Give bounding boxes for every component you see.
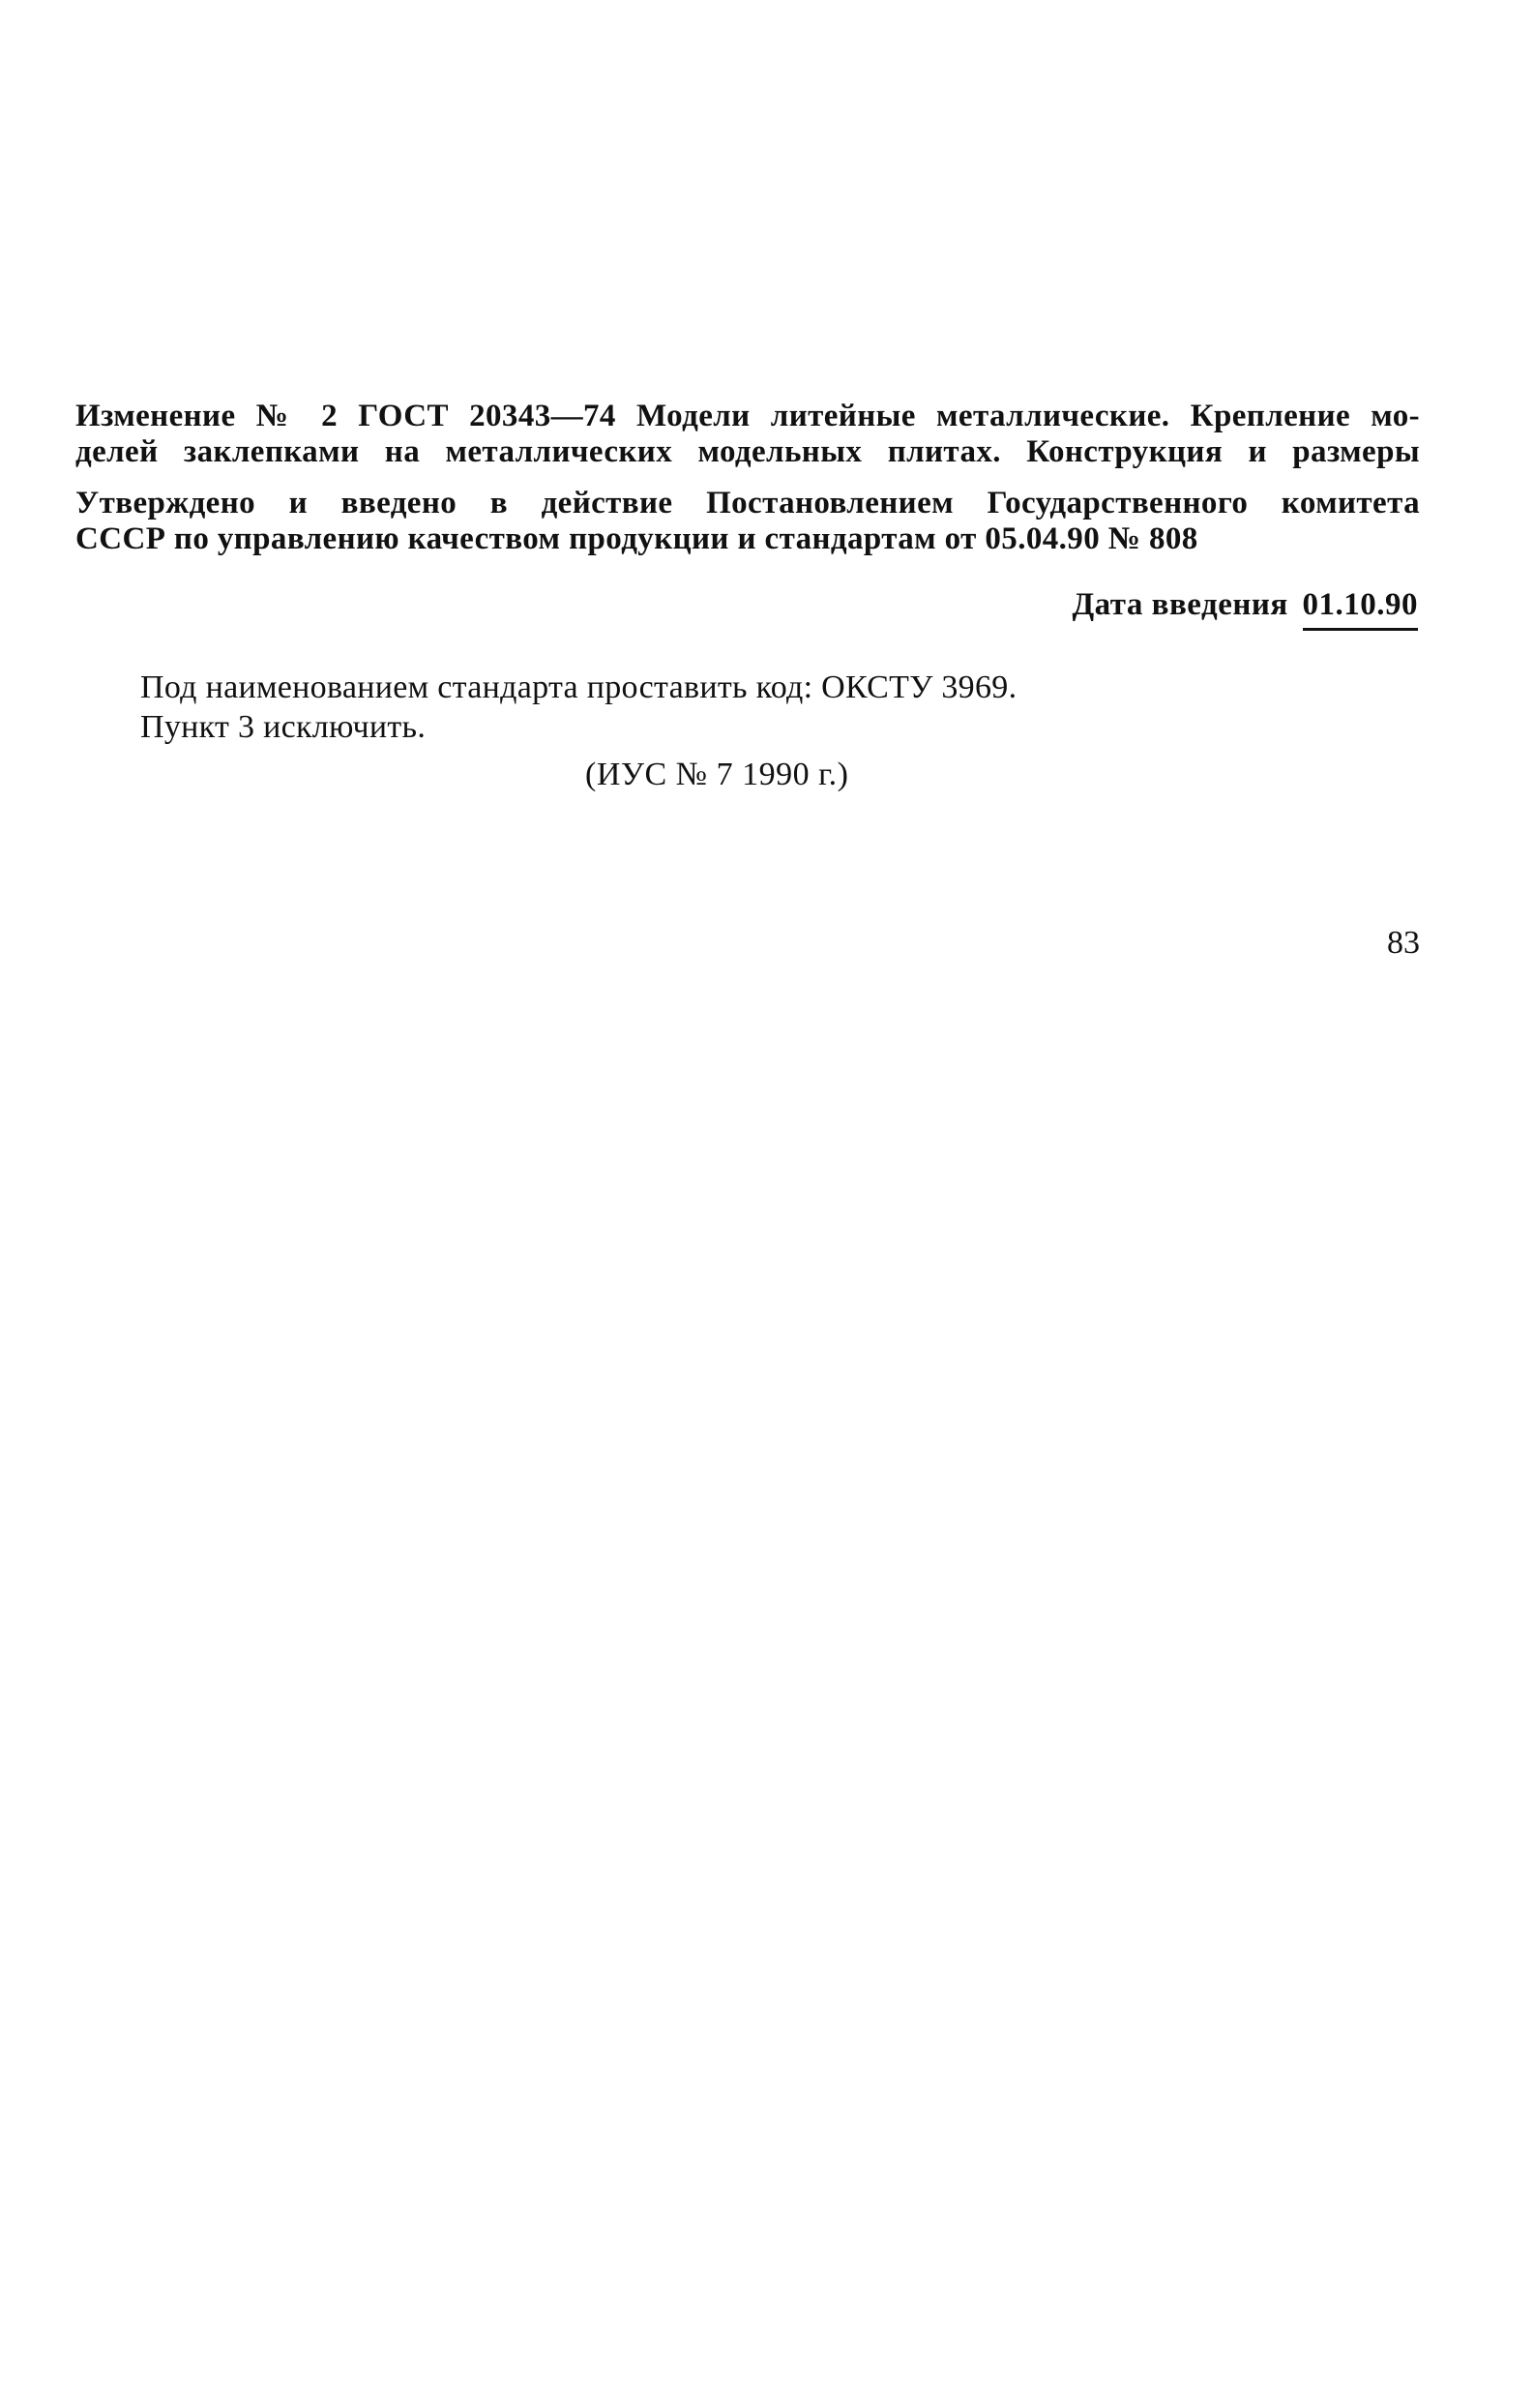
source-reference: (ИУС № 7 1990 г.) xyxy=(585,757,849,792)
body-line-clause-removed: Пункт 3 исключить. xyxy=(140,709,427,745)
body-line-okstu: Под наименованием стандарта проставить код: ОКСТУ 3969. xyxy=(140,669,1018,705)
approval-statement-line-2: СССР по управлению качеством продукции и стандартам от 05.04.90 № 808 xyxy=(75,521,1198,556)
approval-statement-line-1: Утверждено и введено в действие Постановлением Государственного комитета xyxy=(75,486,1420,520)
page-number: 83 xyxy=(1387,925,1420,961)
approval-statement xyxy=(75,486,1420,557)
amendment-title-line-2: делей заклепками на металлических модельных плитах. Конструкция и размеры xyxy=(75,434,1420,469)
introduction-date-value: 01.10.90 xyxy=(1303,585,1419,631)
amendment-title-line-1: Изменение № 2 ГОСТ 20343—74 Модели литейные металлические. Крепление мо- xyxy=(75,399,1420,433)
introduction-date xyxy=(1072,585,1418,631)
amendment-title xyxy=(75,399,1420,470)
amendment-body xyxy=(140,668,1017,747)
introduction-date-label: Дата введения xyxy=(1072,587,1288,622)
